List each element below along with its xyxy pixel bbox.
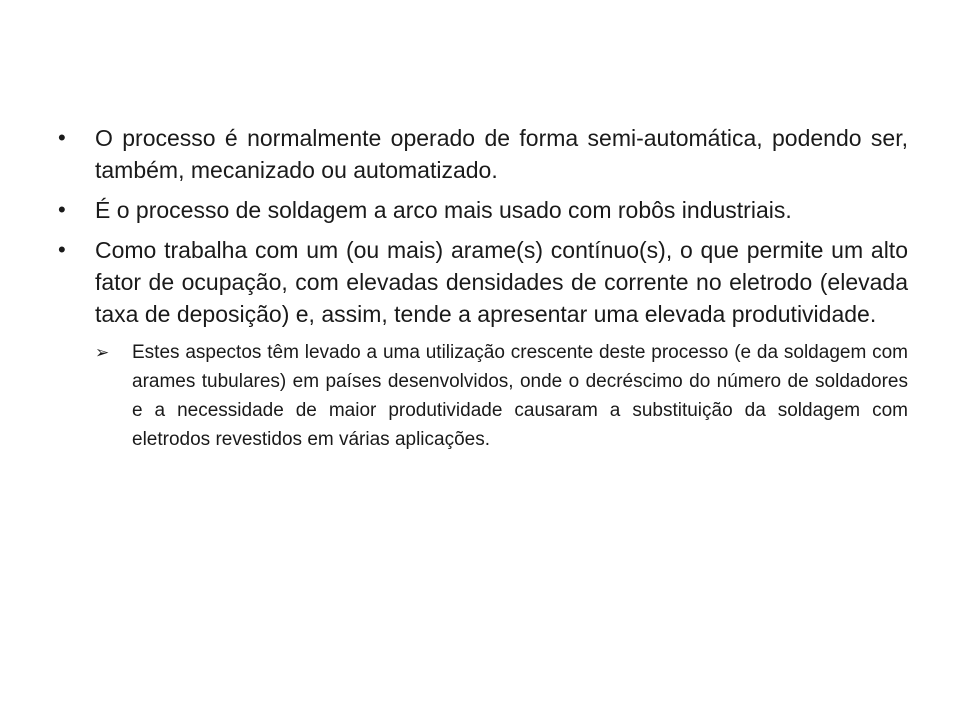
arrow-bullet-icon: ➢ [95,343,110,362]
bullet-text: O processo é normalmente operado de forma semi-automática, podendo ser, também, mecanizado ou automatizado. [95,125,908,183]
bullet-item [58,234,908,330]
bullet-text: Como trabalha com um (ou mais) arame(s) contínuo(s), o que permite um alto fator de ocupação, com elevadas densidades de corrente no eletrodo (elevada taxa de deposição) e, assim, tende a apresentar uma elevada produtividade. [95,237,908,327]
bullet-item [58,194,908,226]
sub-bullet-item [95,338,908,454]
bullet-marker: • [58,197,66,222]
sub-bullet-list [58,338,908,454]
bullet-text: É o processo de soldagem a arco mais usado com robôs industriais. [95,197,792,223]
slide-content [58,122,908,454]
bullet-marker: • [58,237,66,262]
bullet-marker: • [58,125,66,150]
sub-bullet-text: Estes aspectos têm levado a uma utilização crescente deste processo (e da soldagem com arames tubulares) em países desenvolvidos, onde o decréscimo do número de soldadores e a necessidade de maior produtividade causaram a substituição da soldagem com eletrodos revestidos em várias aplicações. [132,342,908,450]
bullet-item [58,122,908,186]
